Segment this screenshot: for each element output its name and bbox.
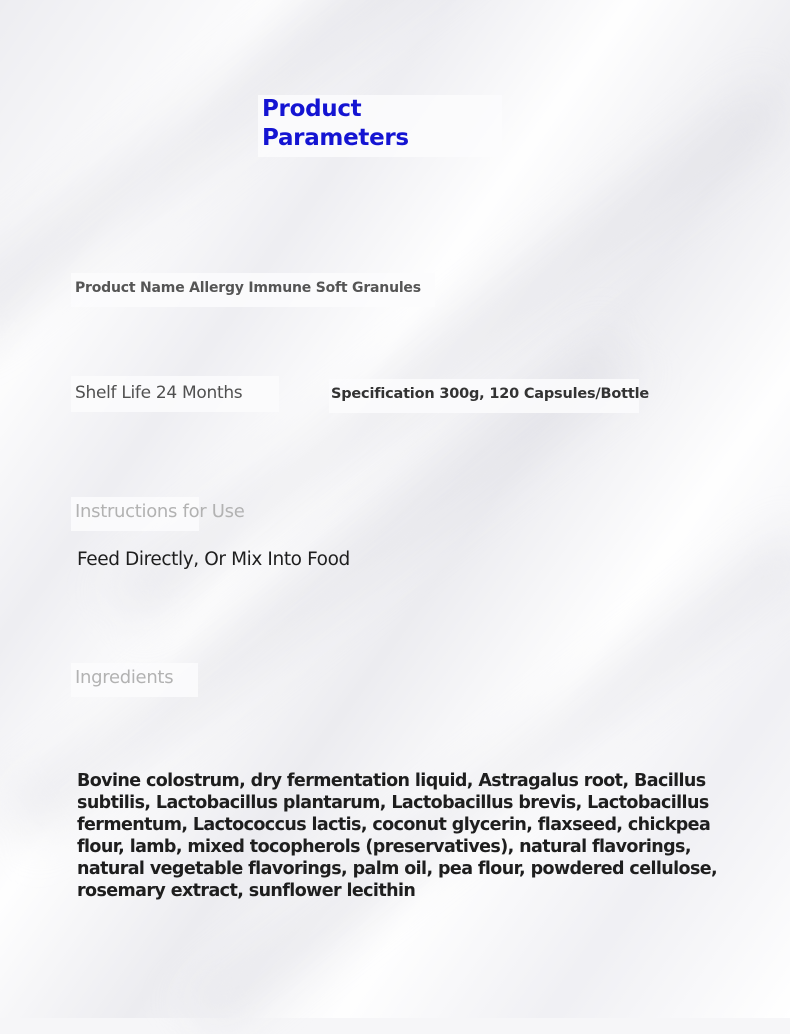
ingredients-text: Bovine colostrum, dry fermentation liquid, Astragalus root, Bacillus subtilis, Lactobacillus plantarum, Lactobacillus brevis, Lactobacillus fermentum, Lactococcus lactis, coconut glycerin, flaxseed, chickpea flour, lamb, mixed tocopherols (preservatives), natural flavorings, natural vegetable flavorings, palm oil, pea flour, powdered cellulose, rosemary extract, sunflower lecithin xyxy=(77,771,718,901)
instructions-heading: Instructions for Use xyxy=(75,501,245,522)
instructions-text: Feed Directly, Or Mix Into Food xyxy=(77,549,350,570)
product-name: Product Name Allergy Immune Soft Granules xyxy=(75,280,421,296)
page-title-line-2: Parameters xyxy=(262,125,409,151)
page-title-line-1: Product xyxy=(262,96,362,122)
shelf-life: Shelf Life 24 Months xyxy=(75,383,243,403)
page-title xyxy=(262,95,502,153)
ingredients-heading: Ingredients xyxy=(75,667,174,688)
specification: Specification 300g, 120 Capsules/Bottle xyxy=(331,386,650,402)
